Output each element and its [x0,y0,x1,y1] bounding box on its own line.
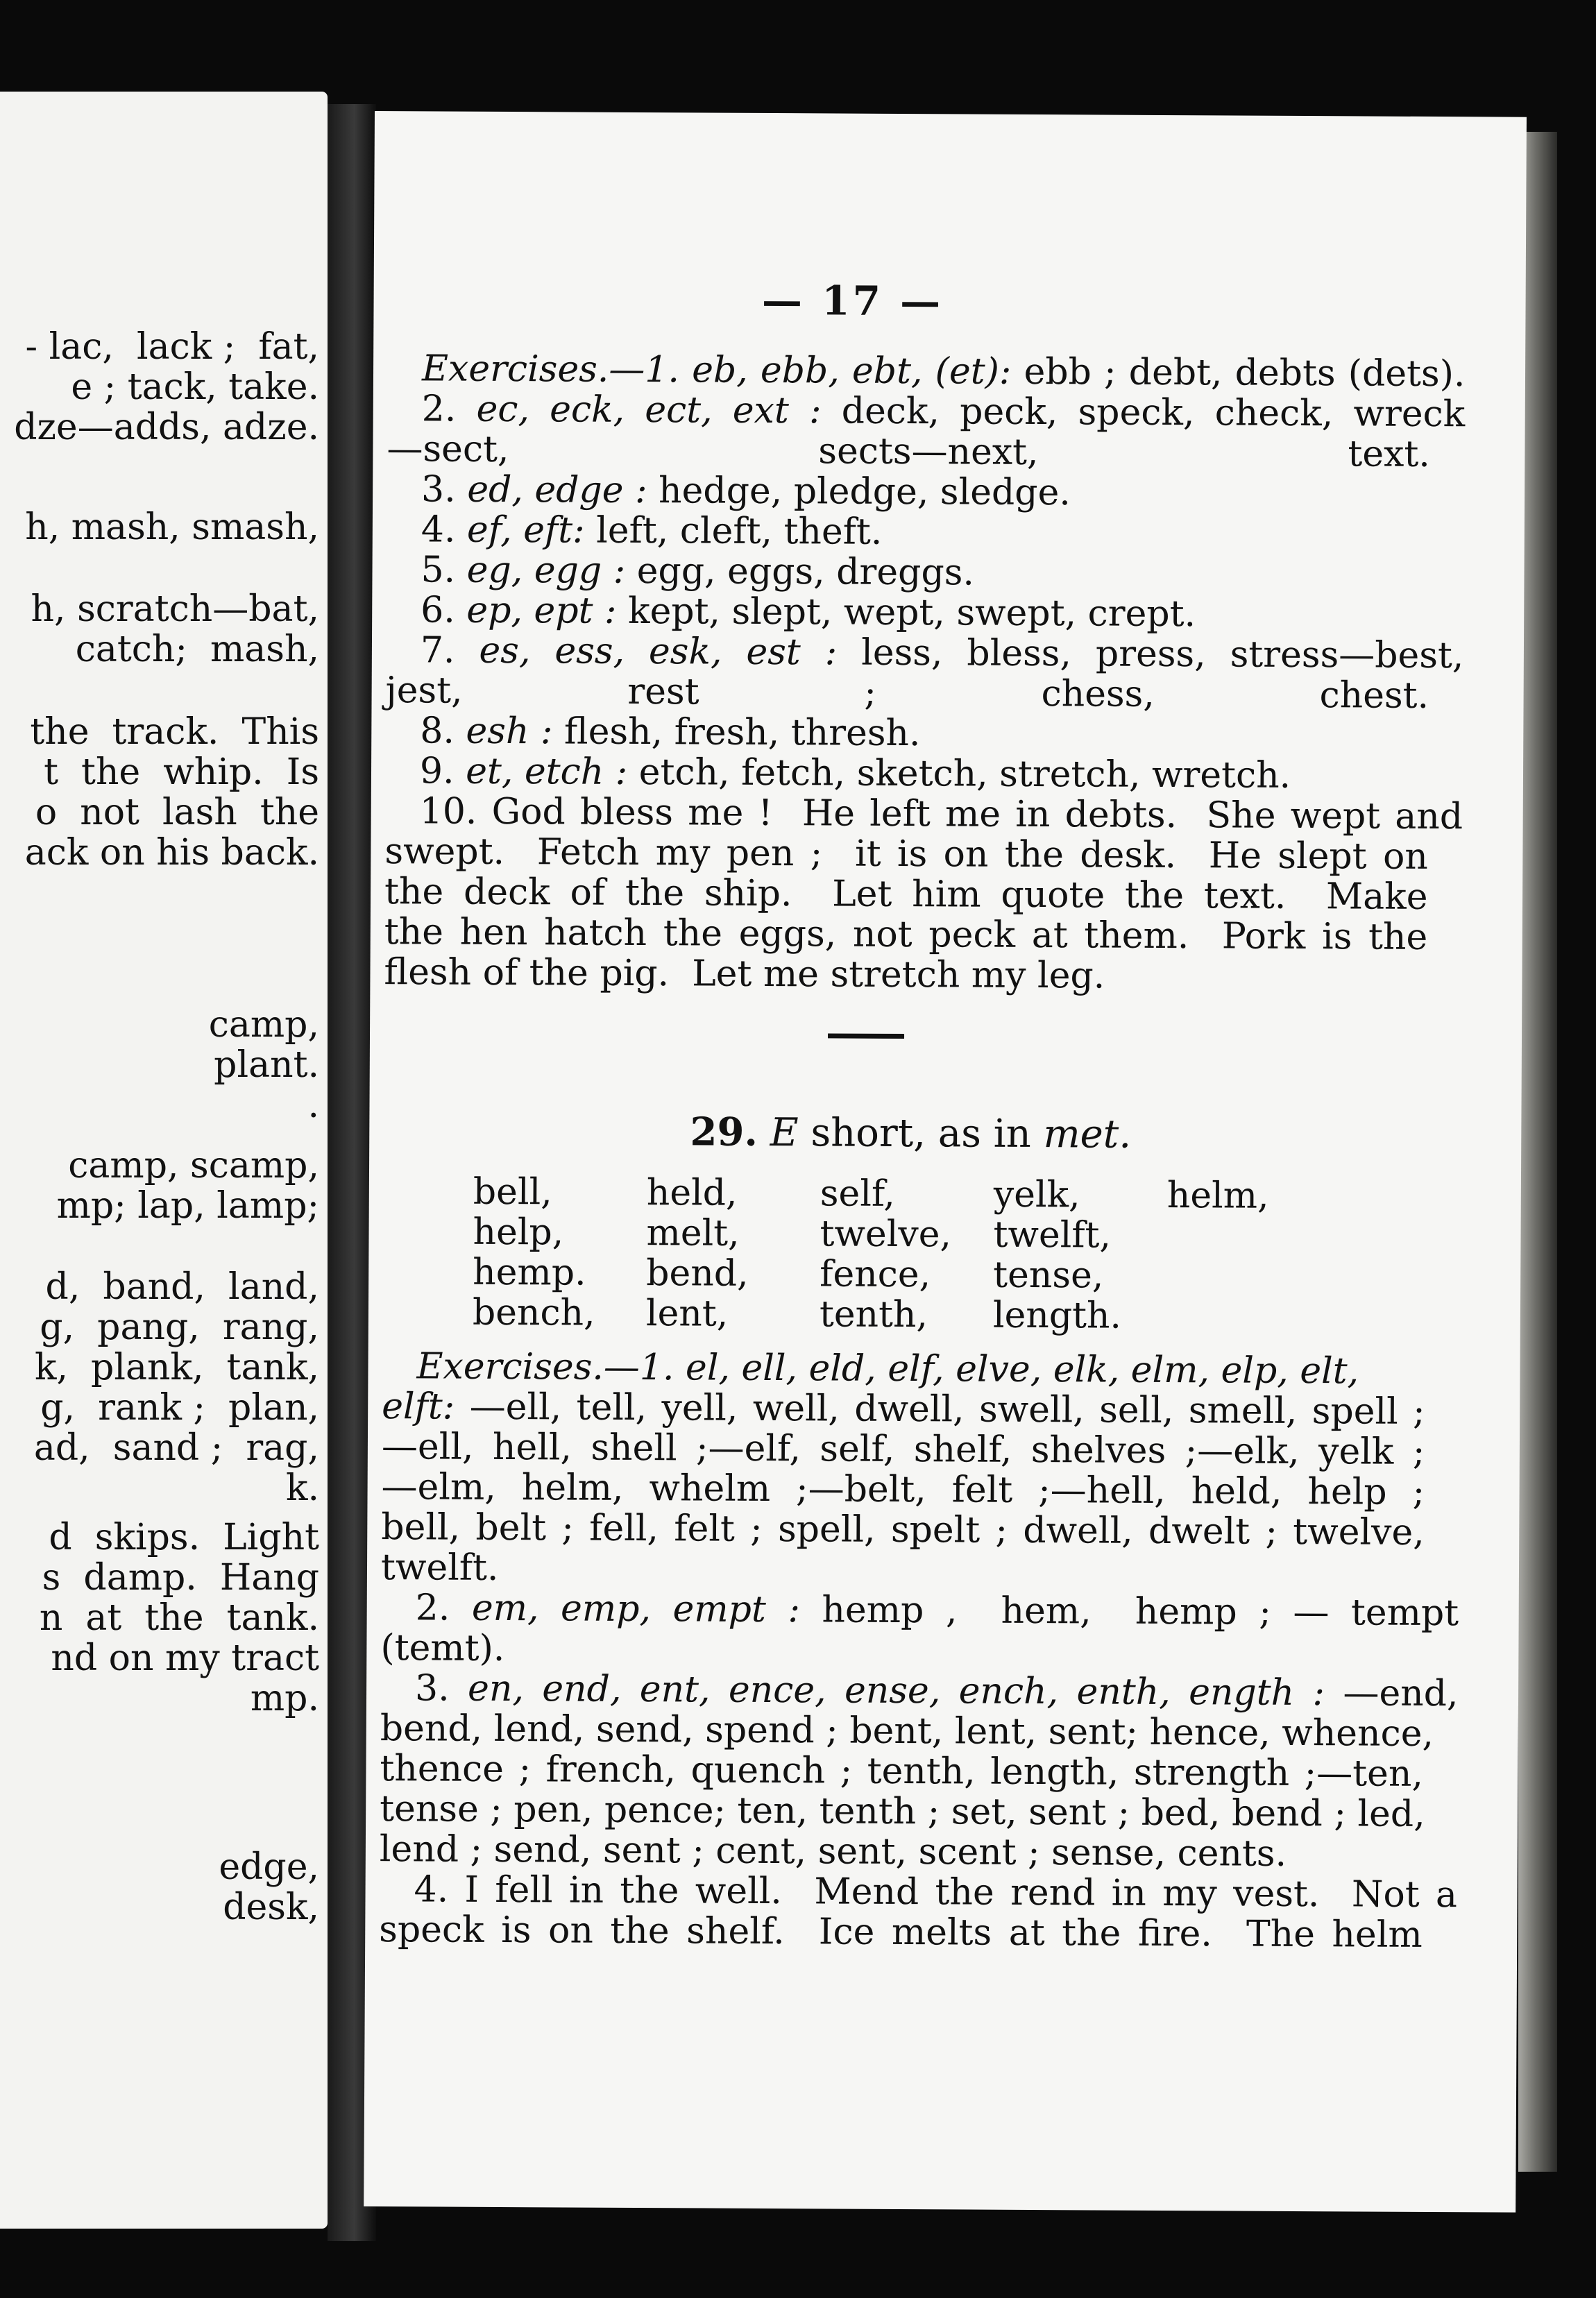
exercise-line: twelft. [380,1547,499,1589]
reading-line: the hen hatch the eggs, not peck at them. Pork is the [384,911,1428,958]
section-number: 29. [690,1109,758,1155]
exercise-line: 2. ec, eck, ect, ext : deck, peck, speck, check, wreck [421,388,1466,436]
left-page-line: camp, scamp, [68,1145,319,1186]
word-cell: yelk, [993,1173,1080,1216]
reading-line: 10. God bless me ! He left me in debts. She wept and [419,790,1463,838]
left-page-line: k. [285,1467,319,1509]
exercise-line: 3. en, end, ent, ence, ense, ench, enth, ength : —end, [414,1667,1459,1715]
exercise-line: 9. et, etch : etch, fetch, sketch, stretch, wretch. [419,750,1291,797]
section-letter: E [770,1110,799,1156]
word-cell: melt, [646,1212,740,1254]
section-example-word: met. [1043,1112,1132,1157]
exercise-line: elft: —ell, tell, yell, well, dwell, swell, sell, smell, spell ; [382,1386,1425,1433]
word-cell: fence, [820,1253,931,1296]
left-page-line: - lac, lack ; fat, [25,326,319,368]
left-page-line: . [307,1084,319,1126]
word-cell [1166,1216,1340,1257]
word-cell: bench, [472,1291,595,1334]
left-page-line: camp, [208,1004,319,1046]
word-cell: tense, [993,1254,1104,1297]
exercise-line: —elm, helm, whelm ;—belt, felt ;—hell, held, help ; [381,1466,1425,1513]
word-cell: self, [820,1173,896,1215]
word-cell: bell, [473,1171,552,1214]
right-page [364,111,1527,2213]
reading-line: swept. Fetch my pen ; it is on the desk. He slept on [384,831,1429,878]
exercise-line: 5. eg, egg : egg, eggs, dreggs. [421,549,975,594]
section-heading-text: short, as in [810,1110,1031,1157]
exercise-line: bell, belt ; fell, felt ; spell, spelt ; dwell, dwelt ; twelve, [381,1506,1425,1554]
left-page-line: d, band, land, [45,1266,319,1308]
exercise-line: 3. ed, edge : hedge, pledge, sledge. [421,468,1071,514]
word-cell: lent, [645,1293,729,1335]
reading-line: the deck of the ship. Let him quote the text. Make [384,871,1428,918]
exercise-line: 8. esh : flesh, fresh, thresh. [420,710,921,755]
word-cell: hemp. [473,1251,586,1294]
left-page-line: h, mash, smash, [25,507,319,548]
exercise-line: —sect, sects—next, text. [387,428,1431,475]
left-page-line: o not lash the [35,792,319,833]
exercise-line: 6. ep, ept : kept, slept, wept, swept, crept. [421,589,1196,636]
left-page-line: plant. [214,1044,319,1086]
exercise-line: 2. em, emp, empt : hemp , hem, hemp ; — tempt [415,1587,1459,1635]
left-page-line: catch; mash, [75,629,319,670]
exercise-line: —ell, hell, shell ;—elf, self, shelf, shelves ;—elk, yelk ; [381,1426,1425,1473]
exercise-line: (temt). [380,1627,505,1670]
section-divider [828,1033,904,1039]
word-row [473,1212,1340,1257]
left-page-line: mp; lap, lamp; [56,1185,319,1227]
exercise-line: tense ; pen, pence; ten, tenth ; set, sent ; bed, bend ; led, [380,1788,1425,1835]
word-cell: help, [473,1211,564,1254]
left-page-line: s damp. Hang [42,1557,319,1599]
section-heading [369,1107,1452,1159]
left-page-line: g, pang, rang, [40,1307,319,1348]
exercise-line: Exercises.—1. el, ell, eld, elf, elve, elk, elm, elp, elt, [416,1345,1359,1393]
word-row [473,1172,1341,1217]
left-page-line: the track. This [30,711,319,753]
word-cell: bend, [646,1252,749,1295]
word-cell: tenth, [819,1293,928,1336]
exercise-line: Exercises.—1. eb, ebb, ebt, (et): ebb ; debt, debts (dets). [421,348,1466,395]
reading-line: flesh of the pig. Let me stretch my leg. [384,951,1105,997]
left-page-line: desk, [223,1887,319,1928]
word-cell: held, [646,1172,738,1214]
left-page-line: n at the tank. [39,1597,319,1639]
exercise-line: lend ; send, sent ; cent, sent, scent ; sense, cents. [379,1828,1287,1875]
left-page-line: d skips. Light [49,1517,319,1558]
left-page-line: edge, [219,1846,319,1888]
exercise-line: jest, rest ; chess, chest. [385,670,1429,717]
left-page-line: h, scratch—bat, [31,588,319,630]
word-cell: helm, [1166,1175,1269,1217]
word-cell [1166,1256,1340,1297]
word-row [473,1252,1340,1297]
left-page-line: t the whip. Is [44,751,319,793]
word-cell: length. [992,1294,1122,1337]
left-page [0,92,328,2229]
left-page-line: ack on his back. [24,832,319,874]
word-cell: twelft, [993,1214,1112,1257]
reading-line: 4. I fell in the well. Mend the rend in my vest. Not a [414,1869,1458,1916]
word-cell [1166,1296,1340,1337]
page-number: — 17 — [761,276,944,325]
word-row [473,1293,1340,1338]
exercise-line: 4. ef, eft: left, cleft, theft. [421,509,883,553]
left-page-line: ad, sand ; rag, [33,1427,319,1469]
left-page-line: dze—adds, adze. [14,407,319,448]
left-page-line: nd on my tract [51,1637,319,1679]
exercise-line: 7. es, ess, esk, est : less, bless, press, stress—best, [420,629,1464,677]
word-table [473,1172,1341,1338]
reading-line: speck is on the shelf. Ice melts at the fire. The helm [379,1909,1423,1956]
exercise-line: bend, lend, send, spend ; bent, lent, sent; hence, whence, [380,1708,1434,1755]
word-cell: twelve, [820,1213,952,1256]
left-page-line: mp. [250,1678,319,1719]
left-page-line: e ; tack, take. [71,366,319,408]
left-page-line: k, plank, tank, [34,1347,319,1388]
exercise-line: thence ; french, quench ; tenth, length, strength ;—ten, [380,1748,1424,1795]
left-page-line: g, rank ; plan, [40,1387,319,1429]
